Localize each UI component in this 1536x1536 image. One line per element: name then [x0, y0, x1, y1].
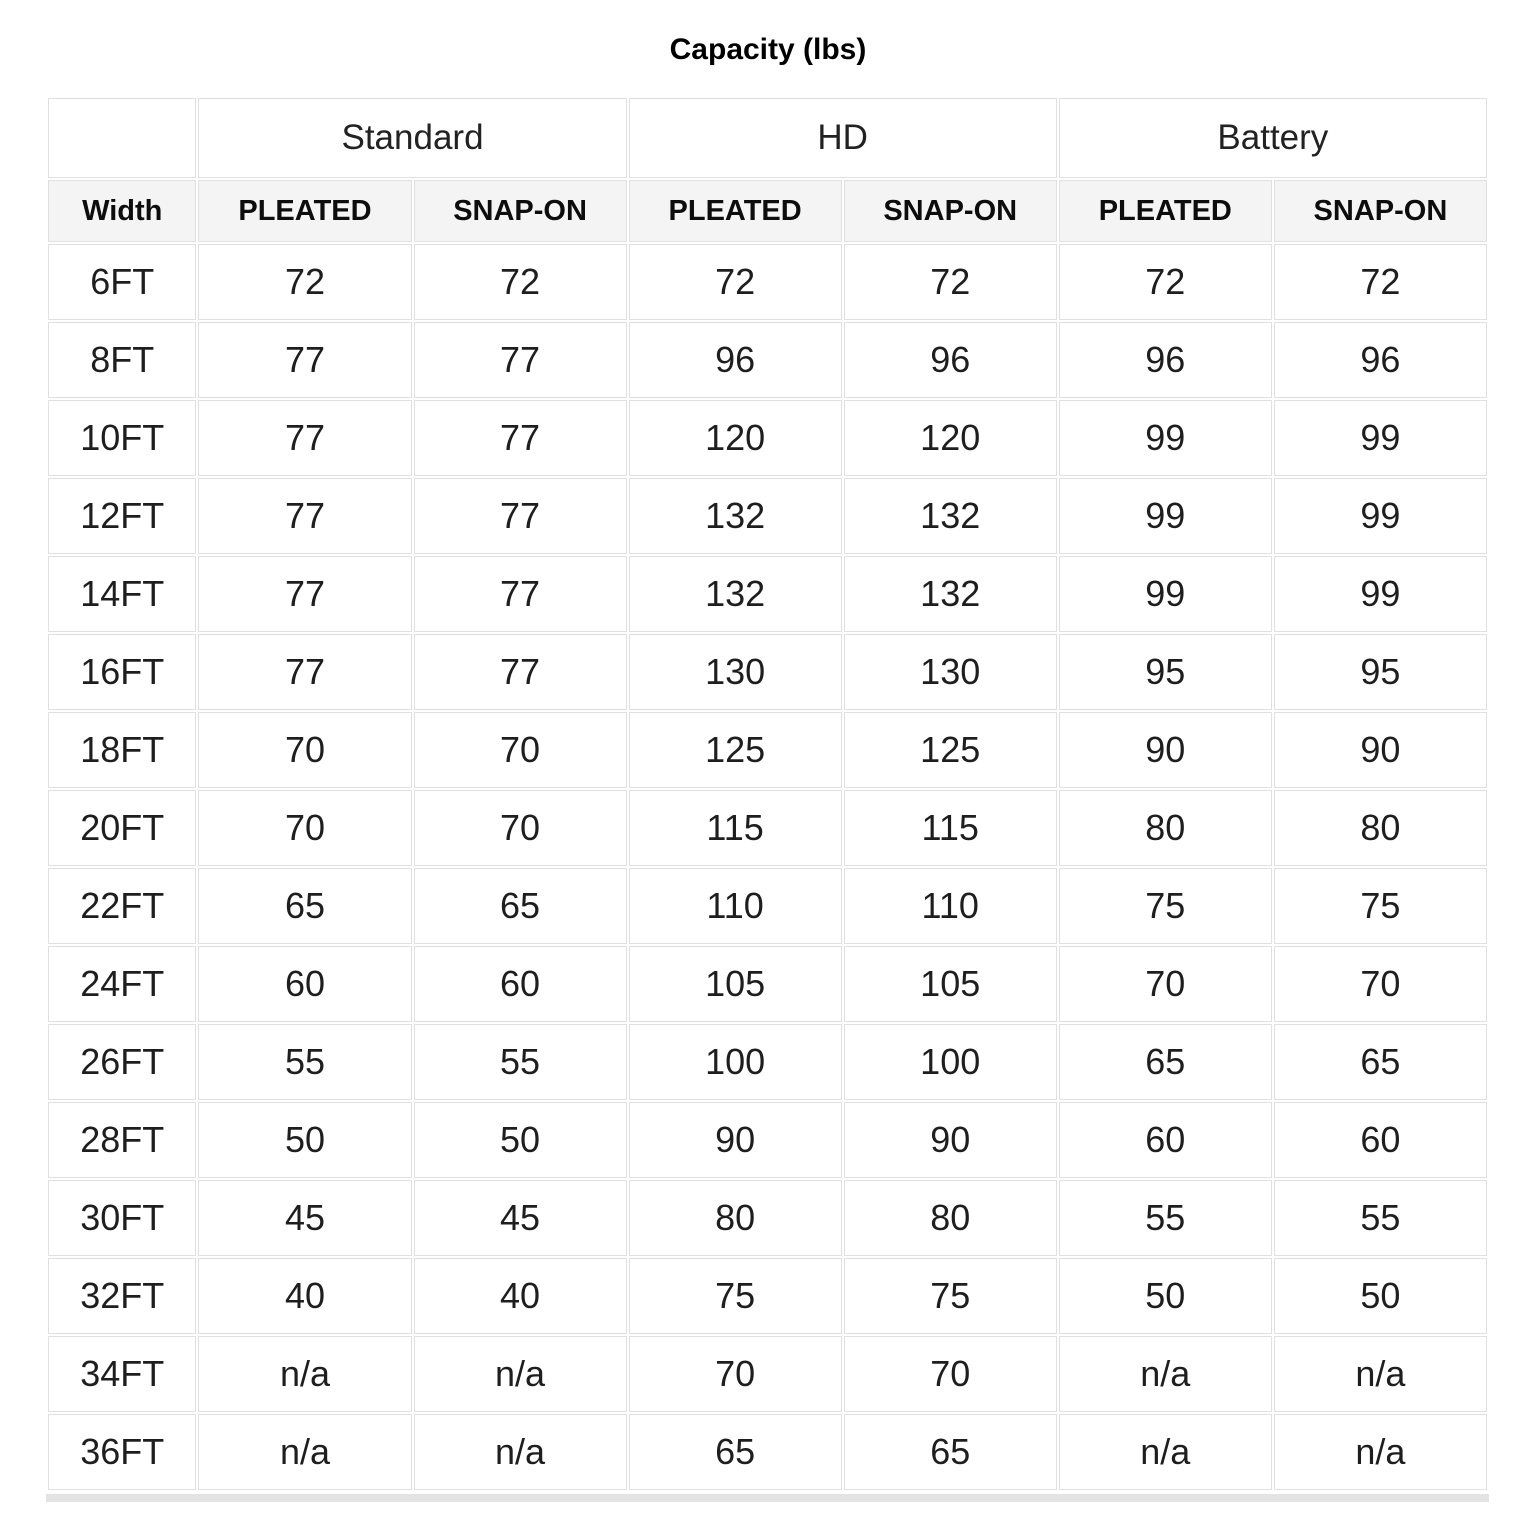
row-width-cell: 16FT	[48, 634, 196, 710]
table-row	[48, 946, 1487, 1022]
column-header-hd-snapon: SNAP-ON	[844, 180, 1057, 242]
group-header-row	[48, 98, 1487, 178]
capacity-value-cell: 50	[198, 1102, 411, 1178]
capacity-value-cell: 132	[629, 556, 842, 632]
capacity-value-cell: 77	[414, 400, 627, 476]
row-width-cell: 24FT	[48, 946, 196, 1022]
capacity-value-cell: 100	[629, 1024, 842, 1100]
capacity-value-cell: 99	[1059, 556, 1272, 632]
capacity-value-cell: n/a	[198, 1414, 411, 1490]
table-row	[48, 790, 1487, 866]
capacity-value-cell: n/a	[414, 1414, 627, 1490]
capacity-table	[46, 96, 1489, 1492]
table-row	[48, 1102, 1487, 1178]
capacity-value-cell: 70	[1274, 946, 1487, 1022]
capacity-value-cell: 130	[629, 634, 842, 710]
capacity-value-cell: 80	[844, 1180, 1057, 1256]
column-header-battery-pleated: PLEATED	[1059, 180, 1272, 242]
capacity-value-cell: 110	[629, 868, 842, 944]
capacity-value-cell: 115	[844, 790, 1057, 866]
capacity-value-cell: 72	[414, 244, 627, 320]
table-row	[48, 244, 1487, 320]
table-row	[48, 1258, 1487, 1334]
table-row	[48, 556, 1487, 632]
capacity-value-cell: 105	[629, 946, 842, 1022]
capacity-value-cell: 100	[844, 1024, 1057, 1100]
capacity-value-cell: 60	[1059, 1102, 1272, 1178]
capacity-value-cell: 77	[414, 322, 627, 398]
column-header-row	[48, 180, 1487, 242]
capacity-value-cell: 125	[629, 712, 842, 788]
table-row	[48, 868, 1487, 944]
capacity-value-cell: 72	[1274, 244, 1487, 320]
capacity-value-cell: 40	[198, 1258, 411, 1334]
capacity-value-cell: 65	[629, 1414, 842, 1490]
capacity-value-cell: 132	[844, 478, 1057, 554]
group-header-standard: Standard	[198, 98, 626, 178]
capacity-value-cell: 125	[844, 712, 1057, 788]
row-width-cell: 8FT	[48, 322, 196, 398]
capacity-value-cell: n/a	[198, 1336, 411, 1412]
capacity-value-cell: 45	[198, 1180, 411, 1256]
capacity-value-cell: 65	[198, 868, 411, 944]
capacity-value-cell: 99	[1274, 556, 1487, 632]
capacity-value-cell: 50	[1274, 1258, 1487, 1334]
capacity-spec-page	[0, 30, 1536, 1502]
capacity-value-cell: 132	[844, 556, 1057, 632]
capacity-value-cell: 90	[1059, 712, 1272, 788]
table-title: Capacity (lbs)	[669, 33, 867, 66]
column-header-standard-snapon: SNAP-ON	[414, 180, 627, 242]
capacity-value-cell: n/a	[1274, 1414, 1487, 1490]
capacity-value-cell: 90	[629, 1102, 842, 1178]
row-width-cell: 18FT	[48, 712, 196, 788]
capacity-value-cell: 50	[1059, 1258, 1272, 1334]
capacity-value-cell: 90	[844, 1102, 1057, 1178]
capacity-value-cell: 80	[629, 1180, 842, 1256]
capacity-value-cell: 77	[198, 634, 411, 710]
capacity-value-cell: 96	[1274, 322, 1487, 398]
bottom-divider	[46, 1494, 1489, 1502]
capacity-value-cell: 77	[414, 634, 627, 710]
capacity-value-cell: 110	[844, 868, 1057, 944]
capacity-value-cell: 77	[414, 556, 627, 632]
capacity-value-cell: n/a	[414, 1336, 627, 1412]
capacity-value-cell: 45	[414, 1180, 627, 1256]
capacity-value-cell: 75	[1274, 868, 1487, 944]
capacity-value-cell: 96	[844, 322, 1057, 398]
capacity-value-cell: 65	[1059, 1024, 1272, 1100]
capacity-value-cell: 65	[1274, 1024, 1487, 1100]
row-width-cell: 32FT	[48, 1258, 196, 1334]
capacity-value-cell: 55	[414, 1024, 627, 1100]
capacity-value-cell: 99	[1059, 400, 1272, 476]
row-width-cell: 34FT	[48, 1336, 196, 1412]
capacity-value-cell: 75	[844, 1258, 1057, 1334]
capacity-value-cell: 130	[844, 634, 1057, 710]
capacity-value-cell: 70	[198, 712, 411, 788]
capacity-value-cell: 70	[414, 790, 627, 866]
capacity-value-cell: 70	[844, 1336, 1057, 1412]
table-row	[48, 400, 1487, 476]
capacity-value-cell: 40	[414, 1258, 627, 1334]
column-header-standard-pleated: PLEATED	[198, 180, 411, 242]
capacity-value-cell: 70	[629, 1336, 842, 1412]
capacity-value-cell: 72	[844, 244, 1057, 320]
capacity-value-cell: 96	[1059, 322, 1272, 398]
capacity-value-cell: 77	[198, 400, 411, 476]
capacity-value-cell: 115	[629, 790, 842, 866]
capacity-value-cell: 75	[1059, 868, 1272, 944]
row-width-cell: 14FT	[48, 556, 196, 632]
capacity-value-cell: 95	[1274, 634, 1487, 710]
capacity-value-cell: 65	[844, 1414, 1057, 1490]
table-row	[48, 1180, 1487, 1256]
column-header-hd-pleated: PLEATED	[629, 180, 842, 242]
capacity-value-cell: 55	[1059, 1180, 1272, 1256]
capacity-value-cell: 77	[198, 556, 411, 632]
capacity-value-cell: 72	[629, 244, 842, 320]
capacity-value-cell: 60	[1274, 1102, 1487, 1178]
capacity-value-cell: 65	[414, 868, 627, 944]
capacity-value-cell: 105	[844, 946, 1057, 1022]
capacity-value-cell: 99	[1274, 478, 1487, 554]
row-width-cell: 22FT	[48, 868, 196, 944]
capacity-value-cell: 60	[198, 946, 411, 1022]
capacity-value-cell: 77	[198, 322, 411, 398]
capacity-value-cell: 95	[1059, 634, 1272, 710]
row-width-cell: 6FT	[48, 244, 196, 320]
capacity-value-cell: 55	[1274, 1180, 1487, 1256]
row-width-cell: 28FT	[48, 1102, 196, 1178]
row-width-cell: 36FT	[48, 1414, 196, 1490]
capacity-value-cell: 72	[198, 244, 411, 320]
capacity-value-cell: 120	[629, 400, 842, 476]
group-header-battery: Battery	[1059, 98, 1487, 178]
capacity-value-cell: 50	[414, 1102, 627, 1178]
capacity-value-cell: 70	[414, 712, 627, 788]
capacity-value-cell: 120	[844, 400, 1057, 476]
capacity-value-cell: 96	[629, 322, 842, 398]
group-header-hd: HD	[629, 98, 1057, 178]
row-width-cell: 26FT	[48, 1024, 196, 1100]
capacity-table-body	[48, 244, 1487, 1490]
capacity-value-cell: 75	[629, 1258, 842, 1334]
capacity-value-cell: 72	[1059, 244, 1272, 320]
column-header-width: Width	[48, 180, 196, 242]
row-width-cell: 10FT	[48, 400, 196, 476]
capacity-value-cell: 132	[629, 478, 842, 554]
capacity-value-cell: 70	[198, 790, 411, 866]
row-width-cell: 12FT	[48, 478, 196, 554]
column-header-battery-snapon: SNAP-ON	[1274, 180, 1487, 242]
capacity-value-cell: 80	[1274, 790, 1487, 866]
capacity-value-cell: 77	[198, 478, 411, 554]
capacity-value-cell: 70	[1059, 946, 1272, 1022]
row-width-cell: 30FT	[48, 1180, 196, 1256]
table-row	[48, 322, 1487, 398]
capacity-value-cell: n/a	[1059, 1336, 1272, 1412]
table-row	[48, 1414, 1487, 1490]
capacity-value-cell: 99	[1059, 478, 1272, 554]
capacity-value-cell: 99	[1274, 400, 1487, 476]
table-row	[48, 1024, 1487, 1100]
group-header-empty	[48, 98, 196, 178]
row-width-cell: 20FT	[48, 790, 196, 866]
capacity-value-cell: n/a	[1059, 1414, 1272, 1490]
table-row	[48, 712, 1487, 788]
capacity-value-cell: 80	[1059, 790, 1272, 866]
capacity-value-cell: 77	[414, 478, 627, 554]
capacity-value-cell: 90	[1274, 712, 1487, 788]
capacity-value-cell: n/a	[1274, 1336, 1487, 1412]
table-row	[48, 1336, 1487, 1412]
capacity-value-cell: 60	[414, 946, 627, 1022]
table-row	[48, 634, 1487, 710]
capacity-value-cell: 55	[198, 1024, 411, 1100]
table-row	[48, 478, 1487, 554]
